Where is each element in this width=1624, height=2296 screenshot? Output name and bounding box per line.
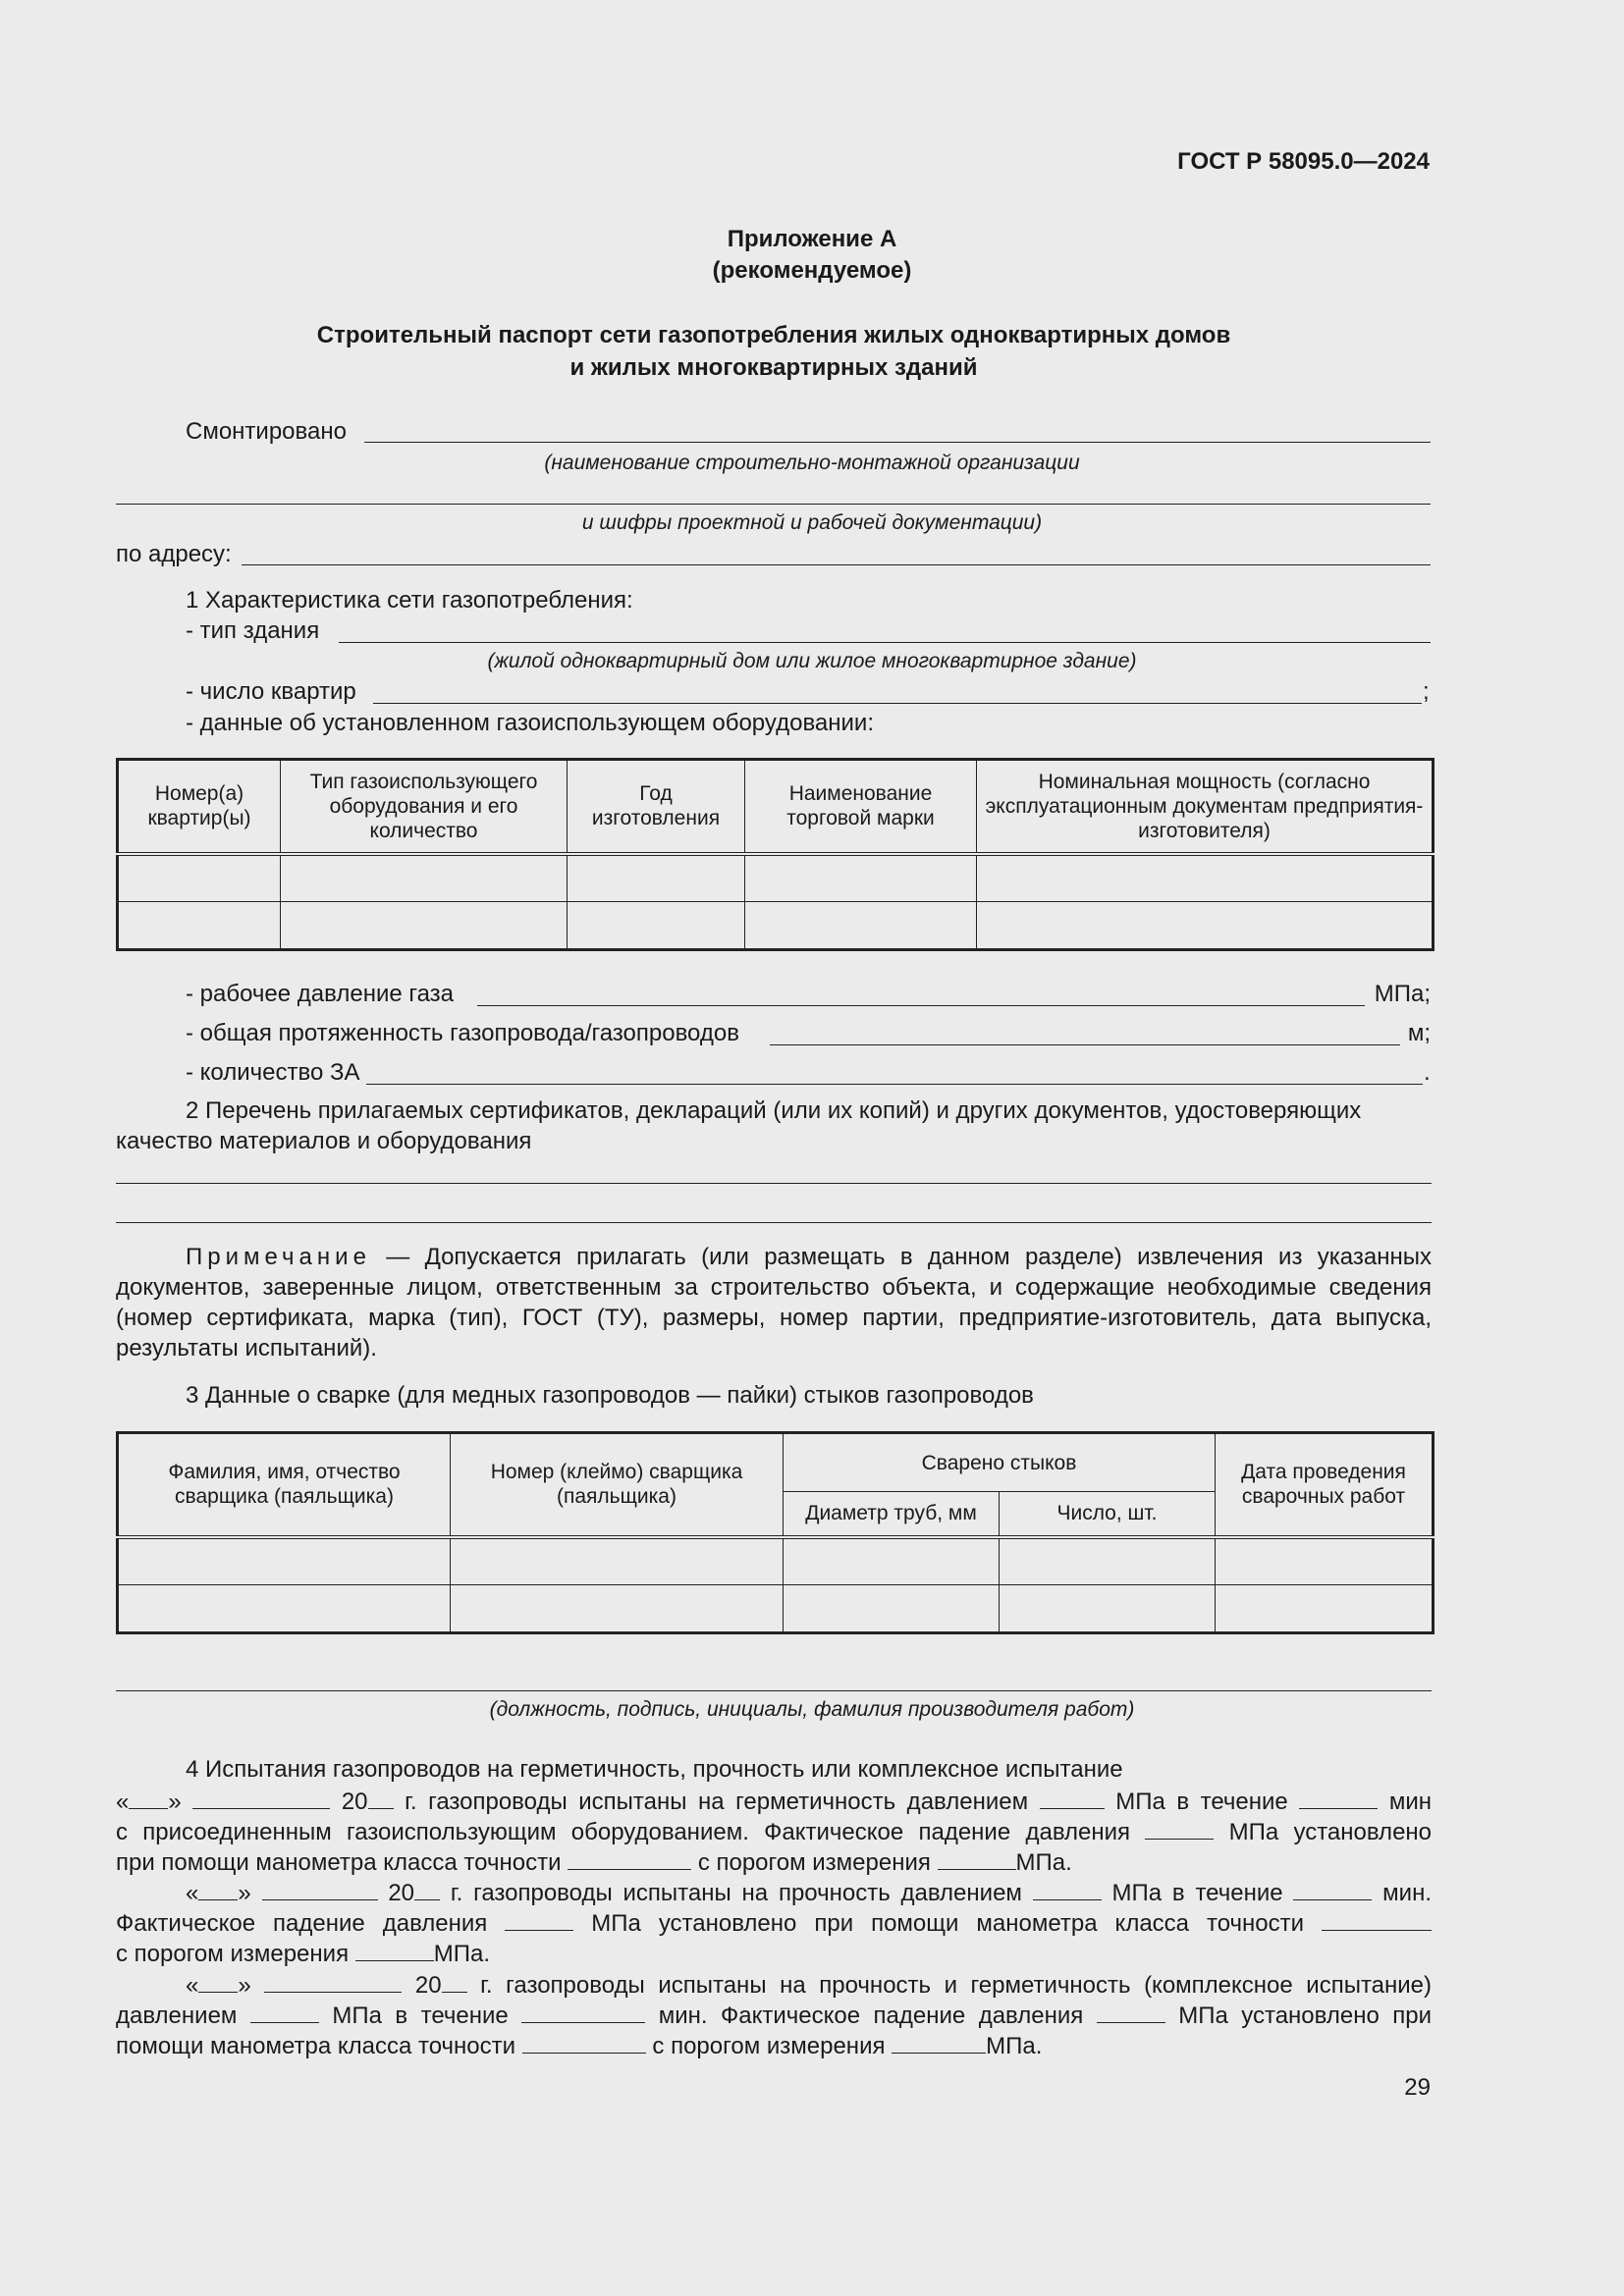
note-line4: результаты испытаний). [116,1335,377,1362]
test3-line1: « » 20 г. газопроводы испытаны на прочность и герметичность (комплексное испытание) [186,1972,1433,1999]
length-label: - общая протяженность газопровода/газопроводов [186,1020,739,1046]
welding-table [116,1431,1435,1634]
table-cell[interactable] [745,902,977,950]
note-label: Примечание [186,1244,371,1270]
pressure-label: - рабочее давление газа [186,981,455,1007]
header-welder-stamp: Номер (клеймо) сварщика (паяльщика) [451,1433,784,1537]
table-row [118,902,1434,950]
section2-line1: 2 Перечень прилагаемых сертификатов, деклараций (или их копий) и других документов, удостоверяющих [186,1097,1362,1124]
table-cell[interactable] [1216,1537,1434,1585]
table-cell[interactable] [784,1537,1000,1585]
organization-fill-line [116,504,1431,505]
table-cell[interactable] [118,854,281,902]
appendix-heading-line2: и жилых многоквартирных зданий [569,354,978,381]
table-cell[interactable] [281,902,568,950]
test1-line1: « » 20 г. газопроводы испытаны на герметичность давлением МПа в течение мин [116,1789,1433,1815]
header-nominal-power: Номинальная мощность (согласно эксплуатационным документам предприятия-изготовителя) [977,760,1434,854]
mounted-label: Смонтировано [186,418,347,445]
test2-line2: Фактическое падение давления МПа установлено при помощи манометра класса точности [116,1908,1432,1939]
table-row [118,1585,1434,1633]
header-welder-name: Фамилия, имя, отчество сварщика (паяльщика) [118,1433,451,1537]
welding-table-header-row-1 [118,1433,1434,1492]
section2-line2: качество материалов и оборудования [116,1128,532,1154]
page-number: 29 [1404,2074,1431,2101]
table-cell[interactable] [451,1537,784,1585]
appendix-status: (рекомендуемое) [712,257,912,284]
header-welding-date: Дата проведения сварочных работ [1216,1433,1434,1537]
za-label: - количество ЗА [186,1059,360,1086]
table-cell[interactable] [784,1585,1000,1633]
test2-line3: с порогом измерения МПа. [116,1941,490,1967]
docs-caption: и шифры проектной и рабочей документации) [581,511,1043,534]
length-unit: м; [1407,1020,1431,1046]
table-cell[interactable] [118,902,281,950]
appendix-heading-line1: Строительный паспорт сети газопотребления жилых одноквартирных домов [316,322,1231,348]
address-label: по адресу: [116,541,232,567]
building-type-label: - тип здания [186,617,320,644]
test1-line2: с присоединенным газоиспользующим оборудованием. Фактическое падение давления МПа установлено [116,1819,1433,1845]
table-cell[interactable] [977,854,1434,902]
za-end: . [1424,1059,1431,1086]
pressure-fill-line [477,1005,1365,1006]
section4-title: 4 Испытания газопроводов на герметичность, прочность или комплексное испытание [186,1756,1123,1783]
documents-fill-line-2 [116,1222,1432,1223]
table-cell[interactable] [1000,1585,1216,1633]
header-apartment-numbers: Номер(а) квартир(ы) [118,760,281,854]
address-fill-line [242,564,1431,565]
length-fill-line [770,1044,1400,1045]
section1-title: 1 Характеристика сети газопотребления: [186,587,633,614]
test3-line2: давлением МПа в течение мин. Фактическое падение давления МПа установлено при [116,2002,1433,2029]
table-cell[interactable] [118,1585,451,1633]
header-joints-welded: Сварено стыков [784,1433,1216,1492]
test3-line3: помощи манометра класса точности с порогом измерения МПа. [116,2033,1043,2059]
table-cell[interactable] [451,1585,784,1633]
header-equipment-type: Тип газоиспользующего оборудования и его количество [281,760,568,854]
note-line2: документов, заверенные лицом, ответственным за строительство объекта, и содержащие необходимые сведения [116,1274,1432,1301]
section3-title: 3 Данные о сварке (для медных газопроводов — пайки) стыков газопроводов [186,1382,1034,1409]
note-line3: (номер сертификата, марка (тип), ГОСТ (ТУ), размеры, номер партии, предприятие-изготовитель, дата выпуска, [116,1305,1432,1331]
table-cell[interactable] [1000,1537,1216,1585]
building-type-fill-line [339,642,1431,643]
test1-line3: при помощи манометра класса точности с порогом измерения МПа. [116,1849,1072,1876]
table-cell[interactable] [568,902,745,950]
documents-fill-line-1 [116,1183,1432,1184]
table-row [118,1537,1434,1585]
pressure-unit: МПа; [1374,981,1431,1007]
building-type-caption: (жилой одноквартирный дом или жилое многоквартирное здание) [487,650,1137,672]
document-code: ГОСТ Р 58095.0—2024 [1177,148,1430,175]
table-row [118,854,1434,902]
header-pipe-diameter: Диаметр труб, мм [784,1492,1000,1537]
test2-line1: « » 20 г. газопроводы испытаны на прочность давлением МПа в течение мин. [186,1880,1432,1906]
mounted-caption: (наименование строительно-монтажной организации [544,452,1080,474]
header-joint-count: Число, шт. [1000,1492,1216,1537]
signature-fill-line [116,1690,1432,1691]
header-manufacture-year: Год изготовления [568,760,745,854]
table-cell[interactable] [977,902,1434,950]
signature-caption: (должность, подпись, инициалы, фамилия производителя работ) [489,1698,1135,1721]
za-fill-line [366,1084,1423,1085]
table-cell[interactable] [745,854,977,902]
mounted-fill-line [364,442,1431,443]
table-cell[interactable] [1216,1585,1434,1633]
apartments-end: ; [1423,678,1430,705]
note-line1: Примечание — Допускается прилагать (или размещать в данном разделе) извлечения из указанных [186,1244,1432,1270]
appendix-title: Приложение А [727,226,897,252]
table-cell[interactable] [281,854,568,902]
equipment-table-header-row [118,760,1434,854]
apartments-label: - число квартир [186,678,356,705]
equipment-label: - данные об установленном газоиспользующем оборудовании: [186,710,875,736]
apartments-fill-line [373,703,1422,704]
table-cell[interactable] [568,854,745,902]
header-brand-name: Наименование торговой марки [745,760,977,854]
table-cell[interactable] [118,1537,451,1585]
equipment-table [116,758,1435,951]
